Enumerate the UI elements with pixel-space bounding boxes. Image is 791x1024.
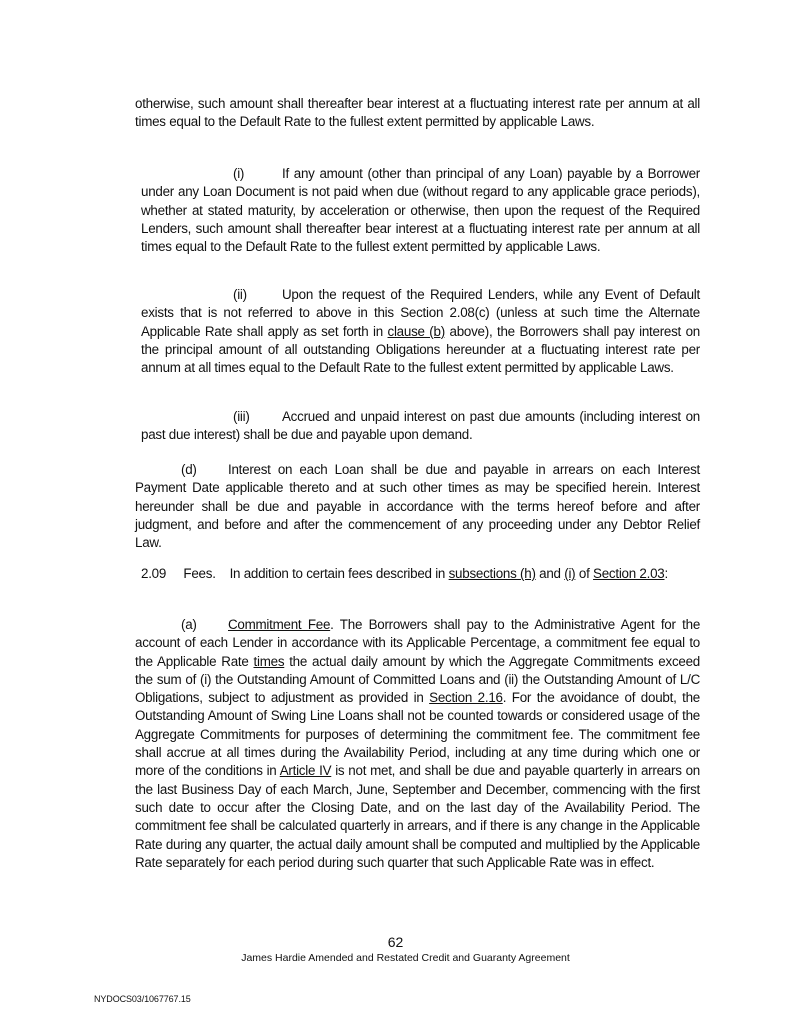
paragraph-a-label: (a) <box>181 617 197 632</box>
paragraph-iii-text: Accrued and unpaid interest on past due amounts (including interest on past due interest) shall be due and payable upon demand. <box>141 409 700 443</box>
colon: : <box>664 566 668 581</box>
paragraph-d-label: (d) <box>181 462 197 477</box>
paragraph-iii <box>141 408 700 445</box>
paragraph-i-label: (i) <box>233 166 245 181</box>
paragraph-ii <box>141 286 700 377</box>
times-emphasis: times <box>253 653 285 669</box>
section-text: In addition to certain fees described in <box>229 566 446 581</box>
section-number: 2.09 <box>141 566 167 581</box>
paragraph-a-text-3: . For the avoidance of doubt, the Outstanding Amount of Swing Line Loans shall not be counted towards or considered usage of the Aggregate Commitments for purposes of determining the commitment fee. The commitment fee shall accrue at all times during the Availability Period, including at any time during which one or more of the conditions in <box>135 690 700 779</box>
paragraph-a <box>135 616 700 872</box>
paragraph-i-text: If any amount (other than principal of any Loan) payable by a Borrower under any Loan Document is not paid when due (without regard to any applicable grace periods), whether at stated maturity, by acceleration or otherwise, then upon the request of the Required Lenders, such amount shall thereafter bear interest at a fluctuating interest rate per annum at all times equal to the Default Rate to the fullest extent permitted by applicable Laws. <box>141 166 700 255</box>
article-iv-link[interactable]: Article IV <box>279 763 332 779</box>
paragraph-intro <box>135 95 700 132</box>
and-text: and <box>539 566 561 581</box>
section-2-03-link[interactable]: Section 2.03 <box>593 566 665 581</box>
paragraph-i <box>141 165 700 256</box>
paragraph-ii-text-b: above), the Borrowers shall pay interest on the principal amount of all outstanding Obligations hereunder at a fluctuating interest rate per annum at all times equal to the Default Rate to the fullest extent permitted by applicable Laws. <box>141 323 700 376</box>
subsection-h-link[interactable]: subsections (h) <box>448 566 536 581</box>
agreement-title: James Hardie Amended and Restated Credit and Guaranty Agreement <box>241 952 570 964</box>
section-2-16-link[interactable]: Section 2.16 <box>429 690 503 706</box>
paragraph-d <box>135 461 700 552</box>
paragraph-ii-text-a: Upon the request of the Required Lenders, while any Event of Default exists that is not referred to above in this Section 2.08(c) (unless at such time the Alternate Applicable Rate shall apply as set forth in <box>141 287 700 339</box>
paragraph-a-text-4: is not met, and shall be due and payable quarterly in arrears on the last Business Day of each March, June, September and December, commencing with the first such date to occur after the Closing Date, and on the last day of the Availability Period. The commitment fee shall be calculated quarterly in arrears, and if there is any change in the Applicable Rate during any quarter, the actual daily amount shall be computed and multiplied by the Applicable Rate separately for each period during such quarter that such Applicable Rate was in effect. <box>135 763 700 870</box>
subsection-i-link[interactable]: (i) <box>564 566 576 581</box>
paragraph-ii-label: (ii) <box>233 287 247 302</box>
section-2-09 <box>94 565 700 583</box>
of-text: of <box>578 566 590 581</box>
paragraph-a-text-2: the actual daily amount by which the Aggregate Commitments exceed the sum of (i) the Outstanding Amount of Committed Loans and (ii) the Outstanding Amount of L/C Obligations, subject to adjustment as provided in <box>135 653 700 706</box>
commitment-fee-heading: Commitment Fee <box>228 617 331 632</box>
section-title: Fees. <box>183 566 216 581</box>
paragraph-intro-text: otherwise, such amount shall thereafter bear interest at a fluctuating interest rate per annum at all times equal to the Default Rate to the fullest extent permitted by applicable Laws. <box>135 96 700 130</box>
clause-b-link[interactable]: clause (b) <box>387 323 445 339</box>
paragraph-a-text-1: . The Borrowers shall pay to the Administrative Agent for the account of each Lender in accordance with its Applicable Percentage, a commitment fee equal to the Applicable Rate <box>135 617 701 669</box>
document-id: NYDOCS03/1067767.15 <box>94 994 191 1004</box>
page-number: 62 <box>387 934 404 950</box>
paragraph-iii-label: (iii) <box>233 409 250 424</box>
paragraph-d-text: Interest on each Loan shall be due and payable in arrears on each Interest Payment Date applicable thereto and at such other times as may be specified herein. Interest hereunder shall be due and payable in accordance with the terms hereof before and after judgment, and before and after the commencement of any proceeding under any Debtor Relief Law. <box>135 462 700 551</box>
